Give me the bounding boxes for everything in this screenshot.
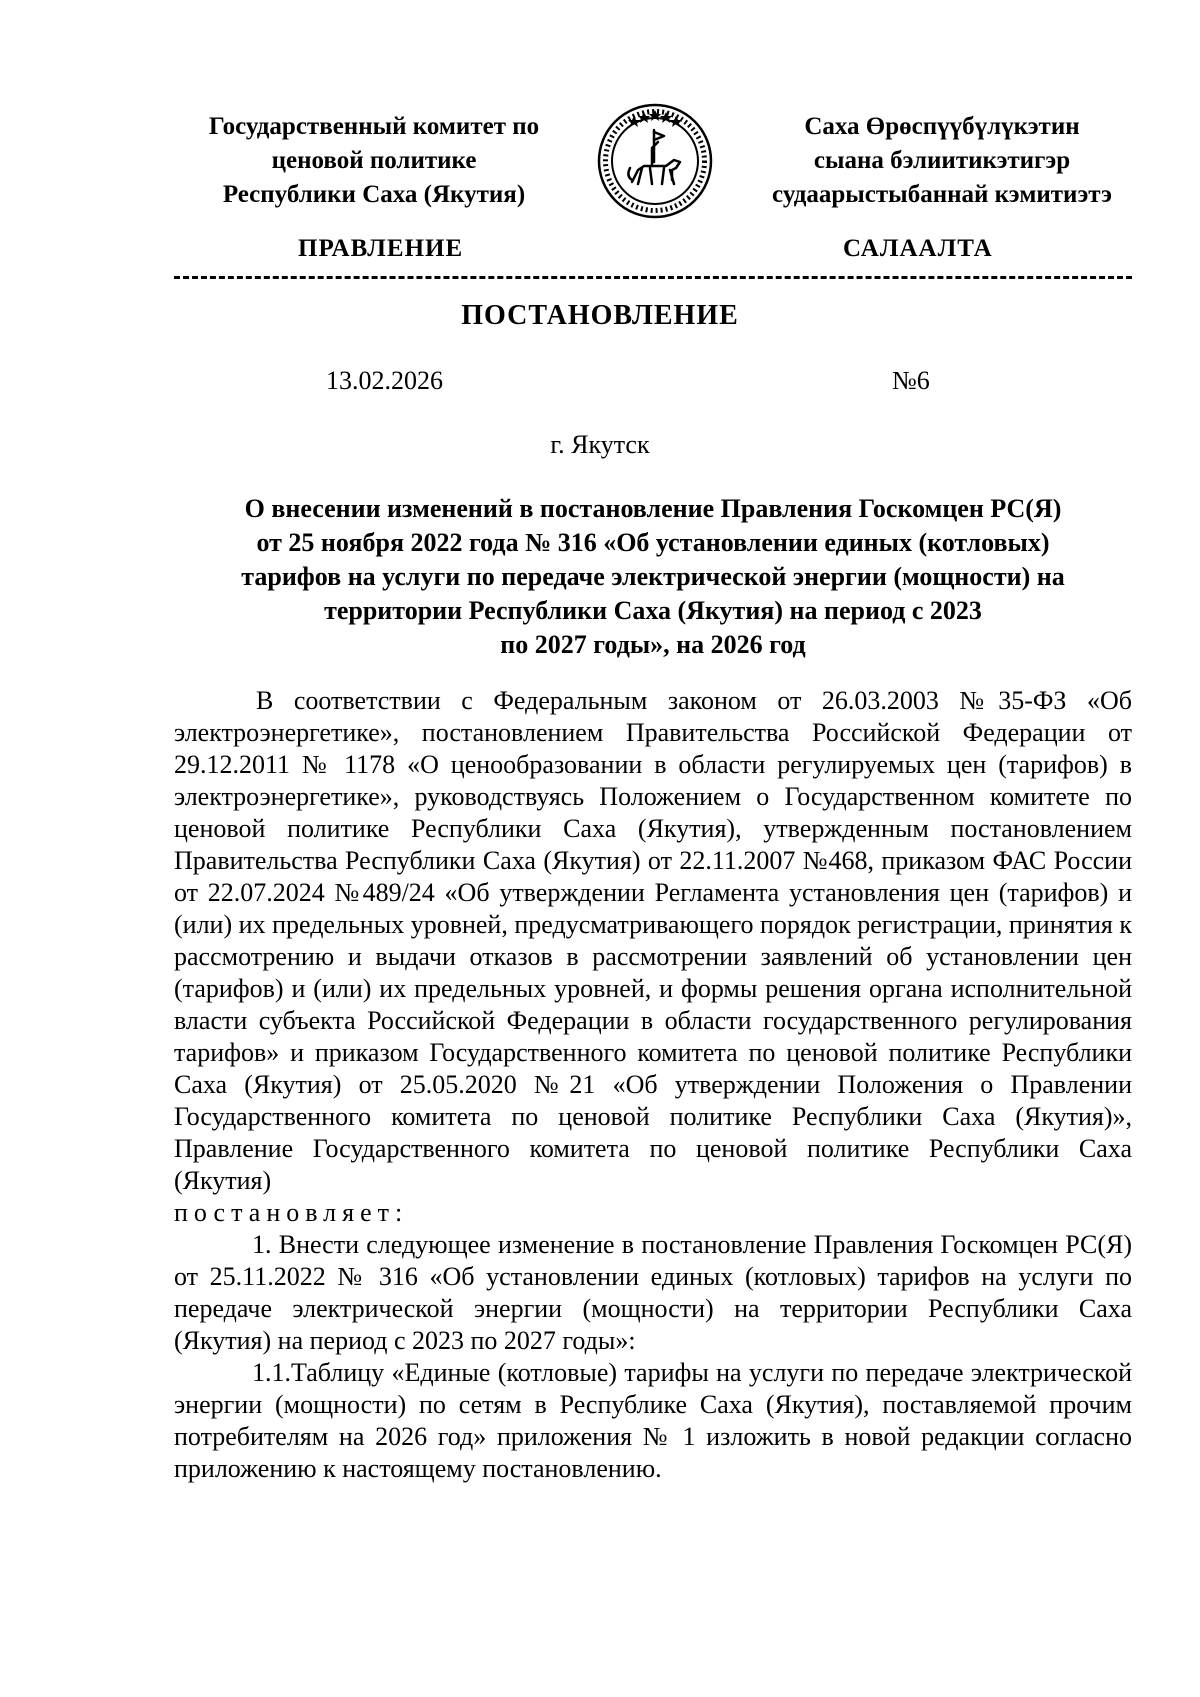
title-line: О внесении изменений в постановление Правления Госкомцен РС(Я) — [244, 494, 1062, 523]
header-right-line: Саха Өрөспүүбүлүкэтин — [804, 113, 1080, 140]
title-line: по 2027 годы», на 2026 год — [500, 630, 806, 659]
item-1-paragraph: 1. Внести следующее изменение в постановление Правления Госкомцен РС(Я) от 25.11.2022 № 316 «Об установлении единых (котловых) тарифов на услуги по передаче электрической энергии (мощности) на территории Республики Саха (Якутия) на период с 2023 по 2027 годы»: — [174, 1230, 1132, 1355]
sakha-coat-of-arms-icon — [596, 102, 714, 220]
header-divider — [174, 276, 1132, 279]
item-1-1-paragraph: 1.1.Таблицу «Единые (котловые) тарифы на услуги по передаче электрической энергии (мощности) по сетям в Республике Саха (Якутия), поставляемой прочим потребителям на 2026 год» приложения № 1 изложить в новой редакции согласно приложению к настоящему постановлению. — [174, 1358, 1132, 1483]
header-left-line: ценовой политике — [271, 147, 477, 174]
header-left-line: Республики Саха (Якутия) — [222, 181, 526, 208]
department-right: САЛААЛТА — [843, 235, 993, 262]
document-city: г. Якутск — [550, 430, 650, 459]
document-number: №6 — [892, 366, 930, 395]
title-line: тарифов на услуги по передаче электрической энергии (мощности) на — [241, 562, 1065, 591]
header-left-authority — [178, 110, 570, 212]
department-left: ПРАВЛЕНИЕ — [298, 235, 464, 262]
document-body — [174, 685, 1132, 1485]
title-line: от 25 ноября 2022 года № 316 «Об установлении единых (котловых) — [256, 528, 1050, 557]
header-right-line: сыана бэлиитикэтигэр — [813, 147, 1071, 174]
header-right-authority — [732, 110, 1152, 212]
document-title — [174, 492, 1132, 662]
document-date: 13.02.2026 — [326, 366, 443, 395]
title-line: территории Республики Саха (Якутия) на период с 2023 — [324, 596, 982, 625]
decree-word: постановляет: — [174, 1198, 409, 1227]
header-left-line: Государственный комитет по — [208, 113, 540, 140]
preamble-paragraph: В соответствии с Федеральным законом от 26.03.2003 №35-ФЗ «Об электроэнергетике», постановлением Правительства Российской Федерации от 29.12.2011 № 1178 «О ценообразовании в области регулируемых цен (тарифов) в электроэнергетике», руководствуясь Положением о Государственном комитете по ценовой политике Республики Саха (Якутия), утвержденным постановлением Правительства Республики Саха (Якутия) от 22.11.2007 №468, приказом ФАС России от 22.07.2024 №489/24 «Об утверждении Регламента установления цен (тарифов) и (или) их предельных уровней, предусматривающего порядок регистрации, принятия к рассмотрению и выдачи отказов в рассмотрении заявлений об установлении цен (тарифов) и (или) их предельных уровней, и формы решения органа исполнительной власти субъекта Российской Федерации в области государственного регулирования тарифов» и приказом Государственного комитета по ценовой политике Республики Саха (Якутия) от 25.05.2020 №21 «Об утверждении Положения о Правлении Государственного комитета по ценовой политике Республики Саха (Якутия)», Правление Государственного комитета по ценовой политике Республики Саха (Якутия) — [174, 686, 1132, 1195]
header-right-line: судаарыстыбаннай кэмитиэтэ — [772, 181, 1112, 208]
document-type: ПОСТАНОВЛЕНИЕ — [461, 300, 739, 331]
